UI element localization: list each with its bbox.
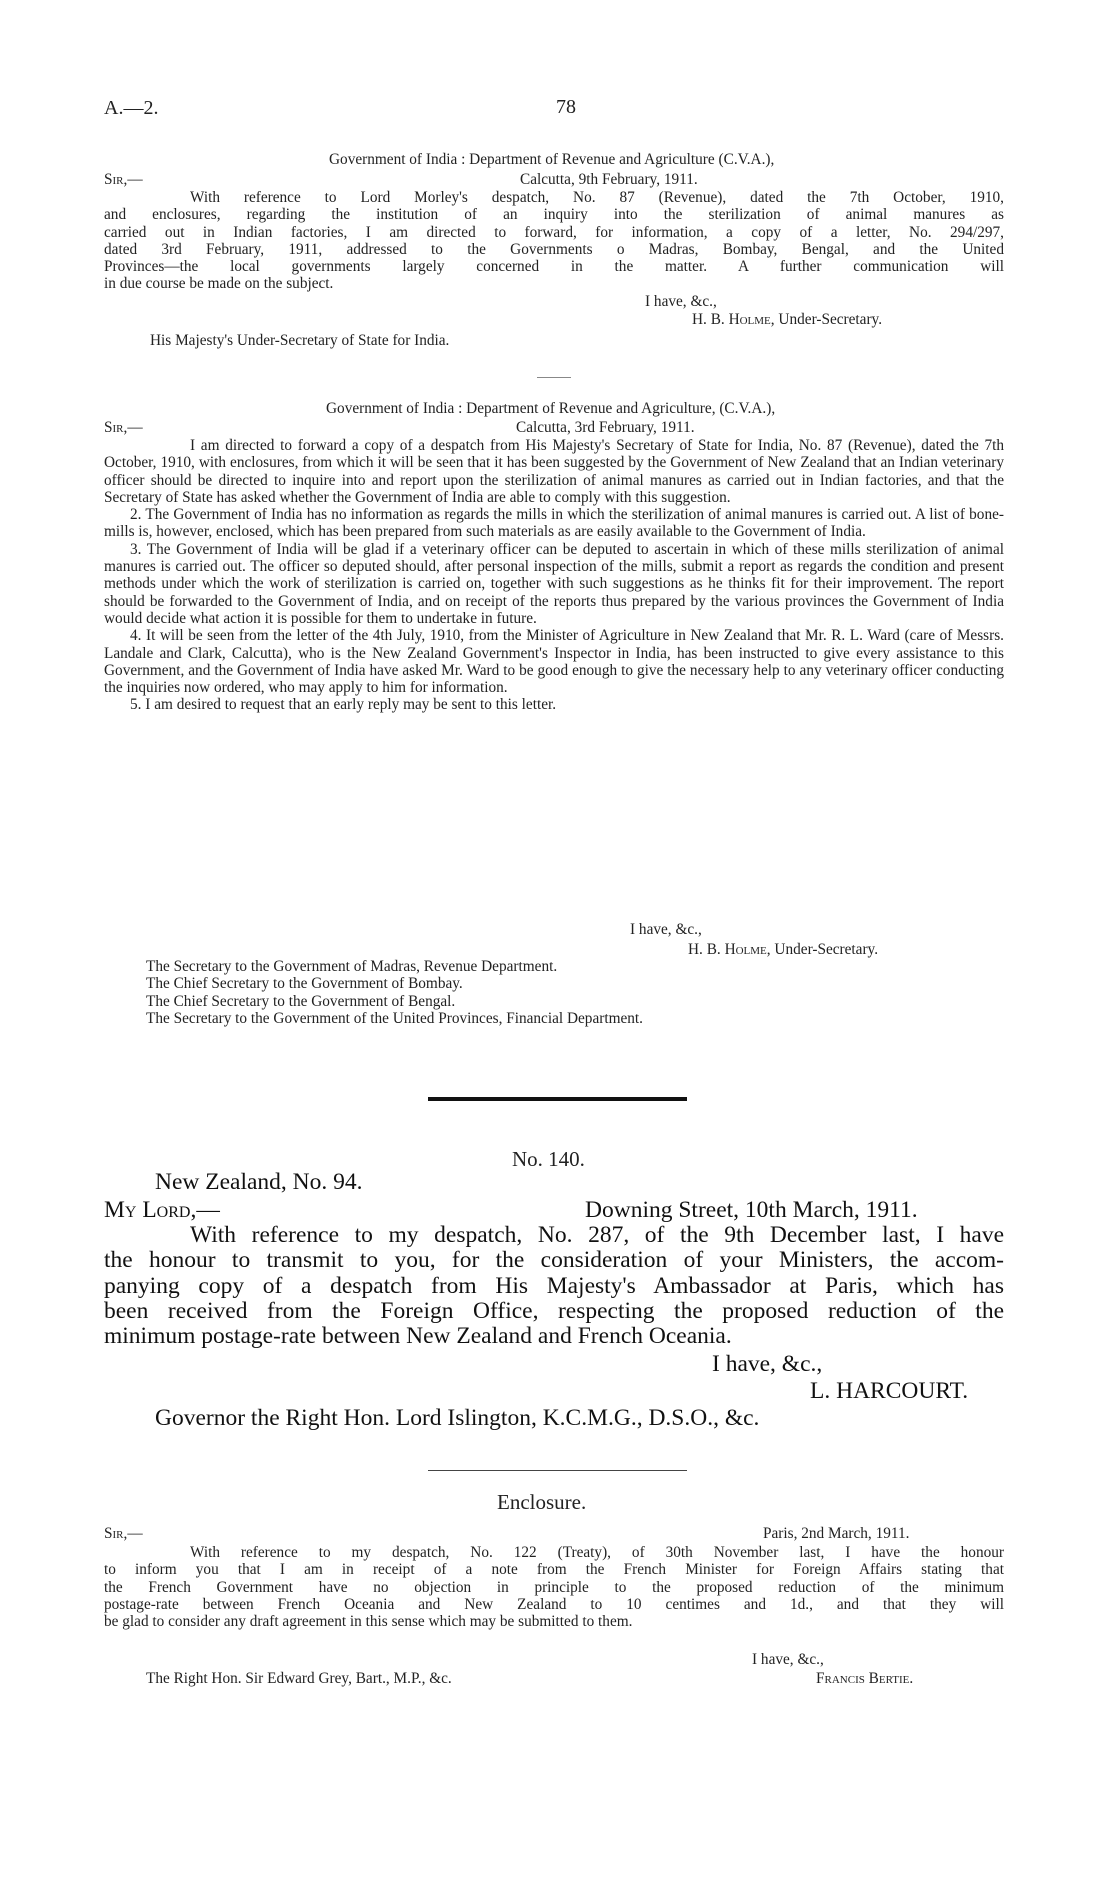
letter1-line: Provinces—the local governments largely concerned in the matter. A further communication will	[104, 258, 1004, 276]
letter1-line: and enclosures, regarding the institution of an inquiry into the sterilization of animal manures as	[104, 206, 1004, 224]
enclosure-line: postage-rate between French Oceania and New Zealand to 10 centimes and 1d., and that they will	[104, 1595, 1004, 1613]
letter1-closing: I have, &c.,	[645, 293, 717, 310]
signature-title: , Under-Secretary.	[770, 311, 883, 328]
letter1-body	[104, 189, 1004, 293]
letter1-place-date: Calcutta, 9th February, 1911.	[520, 171, 698, 188]
enclosure-salutation: Sir,—	[104, 1525, 143, 1542]
signature-name: Holme	[724, 941, 767, 958]
despatch-line: minimum postage-rate between New Zealand and French Oceania.	[104, 1323, 732, 1350]
despatch-signature: L. HARCOURT.	[810, 1378, 969, 1404]
recipient-line: The Chief Secretary to the Government of Bombay.	[146, 975, 463, 993]
short-divider	[537, 377, 571, 378]
letter2-paragraph: 4. It will be seen from the letter of the 4th July, 1910, from the Minister of Agriculture in New Zealand that Mr. R. L. Ward (care of Messrs. Landale and Clark, Calcutta), who is the New Zealand Government's Inspector in India, has been instructed to give every assistance to this Government, and the Government of India have asked Mr. Ward to be good enough to give the necessary help to any veterinary officer conducting the inquiries now ordered, who may apply to him for information.	[104, 627, 1004, 697]
enclosure-signature: Francis Bertie.	[816, 1670, 914, 1687]
despatch-salutation: My Lord,—	[104, 1197, 220, 1223]
recipient-line: The Secretary to the Government of Madras, Revenue Department.	[146, 958, 558, 975]
despatch-addressee: Governor the Right Hon. Lord Islington, K.C.M.G., D.S.O., &c.	[155, 1405, 760, 1431]
letter1-line: dated 3rd February, 1911, addressed to the Governments o Madras, Bombay, Bengal, and the United	[104, 240, 1004, 258]
running-header: A.—2.	[104, 97, 159, 119]
enclosure-title: Enclosure.	[497, 1490, 587, 1514]
letter1-line: carried out in Indian factories, I am directed to forward, for information, a copy of a letter, No. 294/297,	[104, 223, 1004, 241]
despatch-line: panying copy of a despatch from His Majesty's Ambassador at Paris, which has	[104, 1272, 1004, 1299]
despatch-line: been received from the Foreign Office, respecting the proposed reduction of the	[104, 1297, 1004, 1324]
letter2-paragraph: 2. The Government of India has no information as regards the mills in which the sterilization of animal manures is carried out. A list of bone-mills is, however, enclosed, which has been prepared from such materials as are easily available to the Government of India.	[104, 506, 1004, 541]
letter1-salutation: Sir,—	[104, 171, 143, 188]
recipient-line: The Chief Secretary to the Government of Bengal.	[146, 992, 456, 1010]
enclosure-line: With reference to my despatch, No. 122 (Treaty), of 30th November last, I have the honour	[190, 1544, 1004, 1561]
enclosure-addressee: The Right Hon. Sir Edward Grey, Bart., M.P., &c.	[146, 1670, 452, 1687]
enclosure-line: be glad to consider any draft agreement in this sense which may be submitted to them.	[104, 1613, 633, 1631]
enclosure-closing: I have, &c.,	[752, 1651, 824, 1668]
letter2-place-date: Calcutta, 3rd February, 1911.	[516, 419, 695, 436]
enclosure-line: the French Government have no objection in principle to the proposed reduction of the minimum	[104, 1578, 1004, 1596]
letter2-recipients	[146, 958, 643, 1027]
letter1-line: in due course be made on the subject.	[104, 275, 334, 293]
despatch-line: the honour to transmit to you, for the consideration of your Ministers, the accom-	[104, 1247, 1004, 1274]
thin-divider	[428, 1470, 687, 1471]
signature-title: , Under-Secretary.	[766, 941, 879, 958]
signature-name: Holme	[728, 311, 771, 328]
page-number: 78	[556, 96, 576, 118]
enclosure-body	[104, 1544, 1004, 1630]
signature-initials: H. B.	[692, 311, 725, 328]
letter1-heading: Government of India : Department of Revenue and Agriculture (C.V.A.),	[329, 151, 775, 168]
despatch-closing: I have, &c.,	[712, 1351, 823, 1377]
despatch-place-date: Downing Street, 10th March, 1911.	[585, 1197, 918, 1223]
despatch-ref: New Zealand, No. 94.	[155, 1169, 363, 1195]
enclosure-place-date: Paris, 2nd March, 1911.	[763, 1525, 910, 1542]
enclosure-line: to inform you that I am in receipt of a note from the French Minister for Foreign Affairs stating that	[104, 1561, 1004, 1579]
despatch-number: No. 140.	[512, 1147, 585, 1171]
letter2-closing: I have, &c.,	[630, 921, 702, 938]
despatch-body	[104, 1223, 1004, 1349]
letter2-salutation: Sir,—	[104, 419, 143, 436]
despatch-line: With reference to my despatch, No. 287, of the 9th December last, I have	[190, 1222, 1004, 1248]
letter1-line: With reference to Lord Morley's despatch, No. 87 (Revenue), dated the 7th October, 1910,	[190, 189, 1004, 206]
recipient-line: The Secretary to the Government of the United Provinces, Financial Department.	[146, 1009, 643, 1027]
signature-initials: H. B.	[688, 941, 721, 958]
letter2-paragraph: 5. I am desired to request that an early reply may be sent to this letter.	[130, 696, 557, 714]
thick-divider	[428, 1097, 687, 1101]
letter1-addressee: His Majesty's Under-Secretary of State for India.	[150, 332, 450, 349]
letter2-paragraph: I am directed to forward a copy of a despatch from His Majesty's Secretary of State for India, No. 87 (Revenue), dated the 7th October, 1910, with enclosures, from which it will be seen that it has been suggested by the Government of New Zealand that an Indian veterinary officer should be directed to inquire into and report upon the sterilization of animal manures as carried out in Indian factories, and that the Secretary of State has asked whether the Government of India are able to comply with this suggestion.	[104, 437, 1004, 506]
letter2-heading: Government of India : Department of Revenue and Agriculture, (C.V.A.),	[326, 400, 776, 417]
letter2-body	[104, 437, 1004, 714]
letter2-paragraph: 3. The Government of India will be glad if a veterinary officer can be deputed to ascertain in which of these mills sterilization of animal manures is carried out. The officer so deputed should, after personal inspection of the mills, submit a report as regards the condition and present methods under which the work of sterilization is carried on, together with such suggestions as he thinks fit for their improvement. The report should be forwarded to the Government of India, and on receipt of the reports thus prepared by the various provinces the Government of India would decide what action it is possible for them to undertake in future.	[104, 540, 1004, 627]
letter1-signature	[692, 311, 882, 328]
letter2-signature	[688, 941, 878, 958]
